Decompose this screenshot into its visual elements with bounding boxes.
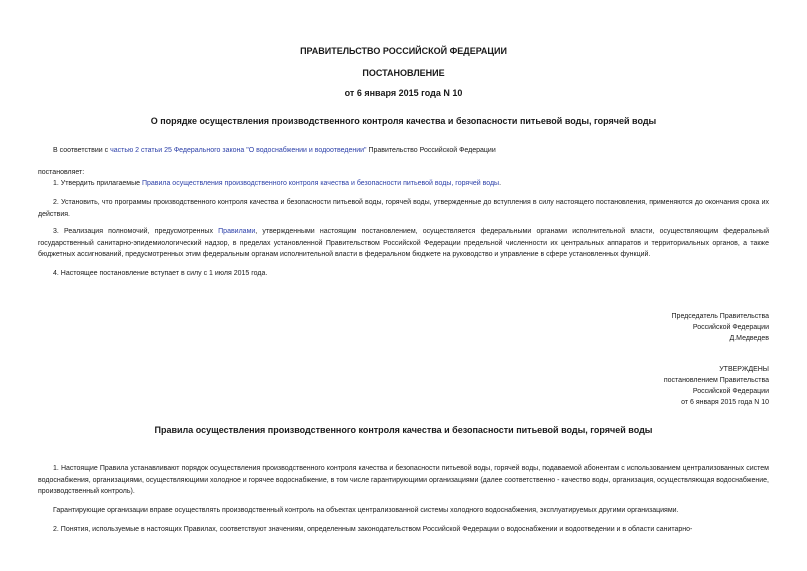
preamble-suffix: Правительство Российской Федерации [366, 147, 496, 154]
item-2: 2. Установить, что программы производственного контроля качества и безопасности питьевой воды, горячей воды, утвержденные до вступления в силу настоящего постановления, применяются до окончания срока их действия. [38, 199, 769, 218]
item-1-prefix: 1. Утвердить прилагаемые [53, 180, 142, 187]
rules-paragraph-1: 1. Настоящие Правила устанавливают порядок осуществления производственного контроля качества и безопасности питьевой воды, горячей воды, подаваемой абонентам с использованием централизованных систем водоснабжения, организациями, осуществляющими холодное и горячее водоснабжение, в том числе гарантирующими организациями (далее соответственно - качество воды, организация, осуществляющая водоснабжение, производственный контроль). [38, 465, 769, 495]
approved-by: постановлением Правительства [663, 377, 769, 384]
rules-paragraph-2: Гарантирующие организации вправе осуществлять производственный контроль на объектах централизованной системы холодного водоснабжения, эксплуатируемых другими организациями. [53, 507, 679, 514]
signature-name: Д.Медведев [729, 335, 769, 342]
doc-type-heading: ПОСТАНОВЛЕНИЕ [362, 68, 445, 78]
item-1 [53, 178, 773, 190]
rules-short-link[interactable]: Правилами [218, 228, 256, 235]
approved-word: УТВЕРЖДЕНЫ [719, 366, 769, 373]
item-3-prefix: 3. Реализация полномочий, предусмотренных [53, 228, 219, 235]
rules-paragraph-3: 2. Понятия, используемые в настоящих Правилах, соответствуют значениям, определенным законодательством Российской Федерации о водоснабжении и водоотведении и в области санитарно- [53, 526, 693, 533]
signature-country: Российской Федерации [692, 324, 769, 331]
signature-block [672, 311, 769, 344]
item-1-suffix: . [499, 180, 502, 187]
date-number-heading: от 6 января 2015 года N 10 [344, 88, 463, 98]
decree-title: О порядке осуществления производственного контроля качества и безопасности питьевой воды, горячей воды [150, 116, 657, 126]
item-3-suffix: , утвержденными настоящим постановлением, осуществляется федеральными органами исполнительной власти, осуществляющим федеральный государственный санитарно-эпидемиологический надзор, в пределах установленной Правительством Российской Федерации предельной численности их центральных аппаратов и территориальных органов, а также бюджетных ассигнований, предусмотренных этим федеральным органам исполнительной власти в федеральном бюджете на руководство и управление в сфере установленных функций. [38, 228, 769, 258]
item-4: 4. Настоящее постановление вступает в силу с 1 июля 2015 года. [53, 270, 268, 277]
signature-position: Председатель Правительства [671, 313, 769, 320]
preamble [53, 145, 773, 157]
rules-link[interactable]: Правила осуществления производственного контроля качества и безопасности питьевой воды, горячей воды [141, 180, 500, 187]
government-heading: ПРАВИТЕЛЬСТВО РОССИЙСКОЙ ФЕДЕРАЦИИ [300, 46, 507, 56]
law-link[interactable]: частью 2 статьи 25 Федерального закона "О водоснабжении и водоотведении" [110, 147, 367, 154]
item-3 [38, 226, 769, 261]
approved-date: от 6 января 2015 года N 10 [681, 399, 769, 406]
preamble-prefix: В соответствии с [53, 147, 111, 154]
approved-country: Российской Федерации [692, 388, 769, 395]
rules-title: Правила осуществления производственного контроля качества и безопасности питьевой воды, горячей воды [154, 425, 653, 435]
decrees-word: постановляет: [38, 169, 85, 176]
approved-block [664, 364, 769, 408]
